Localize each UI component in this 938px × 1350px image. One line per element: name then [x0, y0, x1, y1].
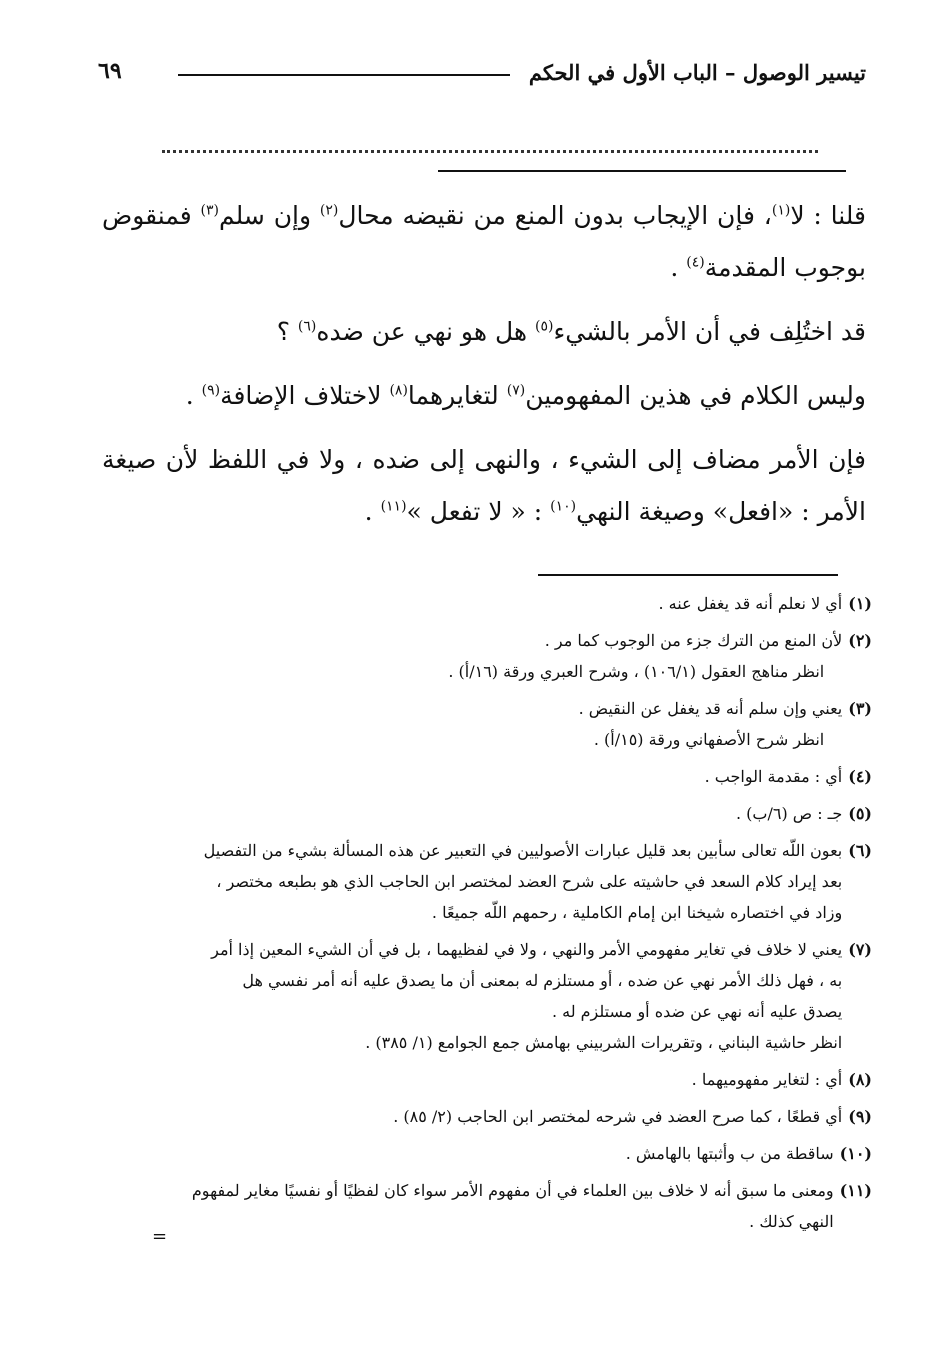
footnote-body	[102, 835, 842, 928]
footnote-number: (١١)	[839, 1181, 872, 1200]
main-text	[102, 190, 866, 550]
text-run: .	[364, 497, 381, 526]
footnote-line: ساقطة من ب وأثبتها بالهامش .	[625, 1144, 834, 1163]
footnote-line: لأن المنع من الترك جزء من الوجوب كما مر .	[544, 631, 843, 650]
footnote-9	[102, 1101, 872, 1132]
footnote-7	[102, 934, 872, 1058]
footnote-body	[102, 625, 842, 687]
footnote-line: يعني لا خلاف في تغاير مفهومي الأمر والنهي ، ولا في لفظيهما ، بل في أن الشيء المعين إذا أمر	[211, 940, 843, 959]
footnote-line: النهي كذلك .	[749, 1212, 834, 1231]
footnote-line: ومعنى ما سبق أنه لا خلاف بين العلماء في أن مفهوم الأمر سواء كان لفظيًا أو نفسيًا مغاير لمفهوم	[191, 1181, 834, 1200]
footnote-5	[102, 798, 872, 829]
footnote-3	[102, 693, 872, 755]
footnote-10	[102, 1138, 872, 1169]
text-run: فإن الأمر مضاف إلى الشيء ، والنهى إلى ضده ، ولا في اللفظ لأن صيغة الأمر : «افعل» وصيغة النهي	[102, 445, 866, 526]
footnote-ref-10[interactable]: (١٠)	[550, 498, 577, 515]
footnote-number: (٨)	[848, 1070, 872, 1089]
text-run: لتغايرهما	[407, 381, 507, 410]
text-run: ، فإن الإيجاب بدون المنع من نقيضه محال	[338, 201, 772, 230]
footnote-ref-6[interactable]: (٦)	[297, 318, 317, 335]
footnote-body	[102, 798, 842, 829]
section-rule	[438, 170, 846, 172]
header-rule	[178, 74, 510, 76]
footnote-line: أي : لتغاير مفهوميهما .	[691, 1070, 843, 1089]
paragraph-1	[102, 190, 866, 294]
text-run: فمنقوض بوجوب المقدمة	[102, 201, 866, 282]
footnote-ref-5[interactable]: (٥)	[535, 318, 554, 335]
text-run: هل هو نهي عن ضده	[316, 317, 536, 346]
footnote-reference-line: انظر حاشية البناني ، وتقريرات الشربيني بهامش جمع الجوامع (١/ ٣٨٥) .	[365, 1033, 843, 1052]
footnote-number: (٢)	[848, 631, 872, 650]
footnote-line: به ، فهل ذلك الأمر نهي عن ضده ، أو مستلزم له بمعنى أن ما يصدق عليه أنه أمر نفسي هل	[242, 971, 843, 990]
footnote-line: يصدق عليه أنه نهي عن ضده أو مستلزم له .	[551, 1002, 843, 1021]
footnote-body	[102, 1064, 842, 1095]
text-run: وليس الكلام في هذين المفهومين	[525, 381, 866, 410]
footnote-ref-8[interactable]: (٨)	[389, 382, 408, 399]
footnote-ref-9[interactable]: (٩)	[201, 382, 221, 399]
footnote-line: بعون اللّه تعالى سأبين بعد قليل عبارات الأصوليين في التعبير عن هذه المسألة بشيء من التفصيل	[203, 841, 843, 860]
footnote-number: (١٠)	[839, 1144, 872, 1163]
footnote-ref-4[interactable]: (٤)	[686, 254, 705, 271]
footnote-1	[102, 588, 872, 619]
footnote-number: (٧)	[848, 940, 872, 959]
footnote-body	[102, 588, 842, 619]
footnote-number: (٦)	[848, 841, 872, 860]
footnote-line: أي لا نعلم أنه قد يغفل عنه .	[658, 594, 843, 613]
footnote-line: أي قطعًا ، كما صرح العضد في شرحه لمختصر ابن الحاجب (٢/ ٨٥) .	[393, 1107, 843, 1126]
continuation-mark: =	[152, 1226, 168, 1247]
footnote-number: (٤)	[848, 767, 872, 786]
text-run: لاختلاف الإضافة	[220, 381, 390, 410]
footnote-ref-1[interactable]: (١)	[771, 202, 791, 219]
footnote-body	[102, 1175, 834, 1237]
footnote-number: (٩)	[848, 1107, 872, 1126]
paragraph-2	[102, 306, 866, 358]
footnote-number: (١)	[848, 594, 872, 613]
footnote-body	[102, 761, 842, 792]
footnote-2	[102, 625, 872, 687]
text-run: .	[185, 381, 202, 410]
footnote-body	[102, 1138, 834, 1169]
footnote-separator	[538, 574, 838, 576]
footnotes	[102, 588, 872, 1243]
dotted-separator	[162, 150, 818, 153]
footnote-body	[102, 934, 842, 1058]
footnote-8	[102, 1064, 872, 1095]
text-run: قلنا : لا	[790, 201, 867, 230]
footnote-reference-line: انظر شرح الأصفهاني ورقة (١٥/أ) .	[593, 730, 825, 749]
paragraph-3	[102, 370, 866, 422]
footnote-reference-line: انظر مناهج العقول (١٠٦/١) ، وشرح العبري ورقة (١٦/أ) .	[448, 662, 825, 681]
footnote-line: أي : مقدمة الواجب .	[704, 767, 843, 786]
page-number: ٦٩	[98, 58, 122, 84]
footnote-line: يعني وإن سلم أنه قد يغفل عن النقيض .	[578, 699, 843, 718]
footnote-line: جـ : ص (٦/ب) .	[735, 804, 843, 823]
footnote-6	[102, 835, 872, 928]
footnote-number: (٣)	[848, 699, 872, 718]
footnote-ref-3[interactable]: (٣)	[200, 202, 220, 219]
paragraph-4	[102, 434, 866, 538]
text-run: .	[670, 253, 687, 282]
footnote-line: وزاد في اختصاره شيخنا ابن إمام الكاملية ، رحمهم اللّه جميعًا .	[431, 903, 843, 922]
footnote-line: بعد إيراد كلام السعد في حاشيته على شرح العضد لمختصر ابن الحاجب الذي هو بطبعه مختصر ،	[216, 872, 843, 891]
footnote-ref-2[interactable]: (٢)	[319, 202, 339, 219]
text-run: قد اختُلِف في أن الأمر بالشيء	[553, 317, 866, 346]
text-run: ؟	[276, 317, 298, 346]
footnote-body	[102, 1101, 842, 1132]
running-header-title: تيسير الوصول – الباب الأول في الحكم	[528, 60, 866, 85]
text-run: وإن سلم	[219, 201, 320, 230]
footnote-4	[102, 761, 872, 792]
footnote-body	[102, 693, 842, 755]
footnote-ref-11[interactable]: (١١)	[380, 498, 407, 515]
footnote-ref-7[interactable]: (٧)	[506, 382, 526, 399]
text-run: : « لا تفعل »	[406, 497, 551, 526]
footnote-11	[102, 1175, 872, 1237]
footnote-number: (٥)	[848, 804, 872, 823]
